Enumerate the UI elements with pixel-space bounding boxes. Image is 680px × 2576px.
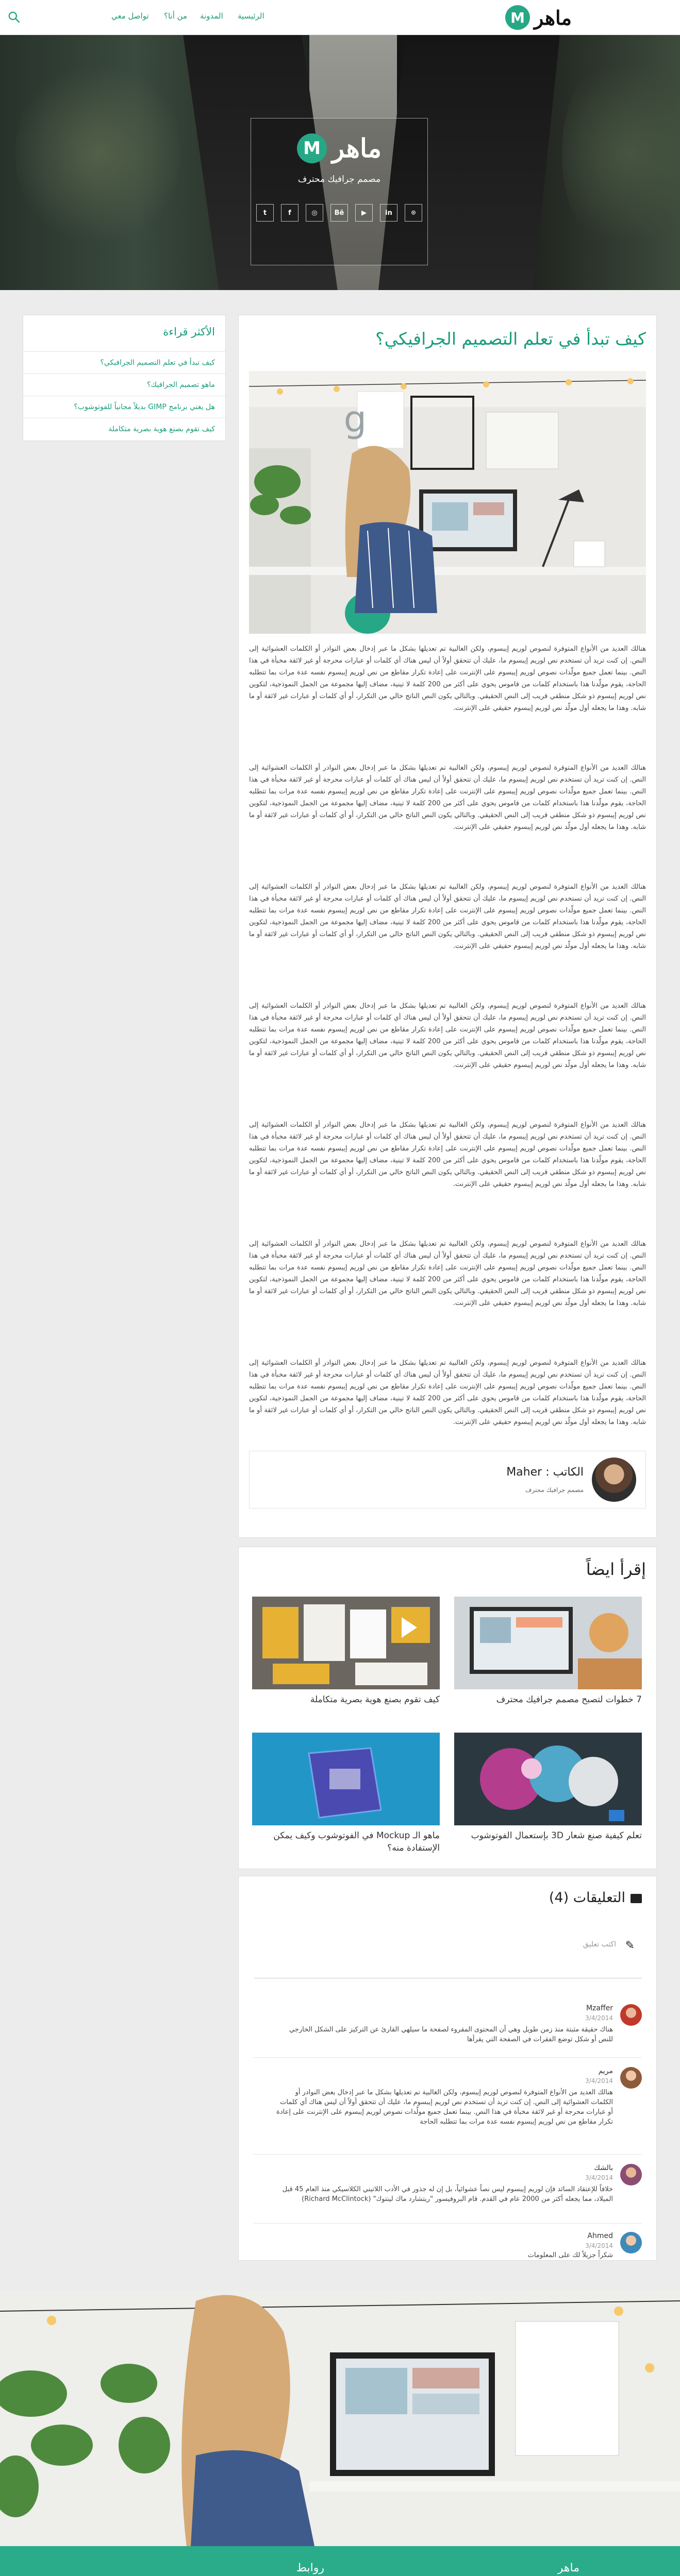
comment-date: 3/4/2014 bbox=[585, 2014, 613, 2022]
article-title: كيف تبدأ في تعلم التصميم الجرافيكي؟ bbox=[375, 329, 646, 349]
comment-item bbox=[253, 2164, 642, 2224]
related-card[interactable] bbox=[454, 1597, 642, 1706]
linkedin-icon[interactable]: in bbox=[380, 204, 397, 222]
footer-about-title: ماهر bbox=[557, 2562, 579, 2574]
related-thumbnail bbox=[454, 1733, 642, 1825]
footer-links-title: روابط bbox=[296, 2562, 324, 2574]
comment-placeholder: اكتب تعليق bbox=[583, 1940, 616, 1948]
comment-item bbox=[253, 2004, 642, 2058]
comment-avatar bbox=[620, 2164, 642, 2185]
hero-logo-text: ماهر bbox=[332, 133, 382, 163]
related-card[interactable] bbox=[454, 1733, 642, 1842]
article-paragraph: هنالك العديد من الأنواع المتوفرة لنصوص لوريم إيبسوم، ولكن الغالبية تم تعديلها بشكل ما عبر إدخال بعض النوادر أو الكلمات العشوائية إلى النص. إن كنت تريد أن تستخدم نص لوريم إيبسوم ما، عليك أن تتحقق أولاً أن ليس هناك أي كلمات أو عبارات محرجة أو غير لائقة مخبأة في هذا النص. بينما تعمل جميع مولّدات نصوص لوريم إيبسوم على الإنترنت على إعادة تكرار مقاطع من نص لوريم إيبسوم نفسه عدة مرات بما تتطلبه الحاجة، يقوم مولّدنا هذا باستخدام كلمات من قاموس يحوي على أكثر من 200 كلمة لا تينية، مضاف إليها مجموعة من الجمل النموذجية، لتكوين نص لوريم إيبسوم ذو شكل منطقي قريب إلى النص الحقيقي. وبالتالي يكون النص الناتج خالي من التكرار، أو أي كلمات أو عبارات غير لائقة أو ما شابه. وهذا ما يجعله أول مولّد نص لوريم إيبسوم حقيقي على الإنترنت. bbox=[249, 645, 646, 712]
comment-date: 3/4/2014 bbox=[585, 2174, 613, 2181]
hero-logo-mark: M bbox=[297, 133, 327, 163]
related-thumbnail bbox=[252, 1733, 440, 1825]
most-read-list bbox=[23, 351, 225, 440]
comment-item bbox=[253, 2067, 642, 2155]
article-body bbox=[249, 643, 646, 1476]
comment-avatar bbox=[620, 2232, 642, 2253]
hero-bg-bokeh bbox=[562, 45, 680, 262]
comments-section bbox=[238, 1876, 657, 2261]
comment-author[interactable]: مريم bbox=[598, 2067, 613, 2075]
related-card-title: تعلم كيفية صنع شعار 3D بإستعمال الفوتوشوب bbox=[471, 1831, 642, 1841]
article-paragraph: هنالك العديد من الأنواع المتوفرة لنصوص لوريم إيبسوم، ولكن الغالبية تم تعديلها بشكل ما عبر إدخال بعض النوادر أو الكلمات العشوائية إلى النص. إن كنت تريد أن تستخدم نص لوريم إيبسوم ما، عليك أن تتحقق أولاً أن ليس هناك أي كلمات أو عبارات محرجة أو غير لائقة مخبأة في هذا النص. بينما تعمل جميع مولّدات نصوص لوريم إيبسوم على الإنترنت على إعادة تكرار مقاطع من نص لوريم إيبسوم نفسه عدة مرات بما تتطلبه الحاجة، يقوم مولّدنا هذا باستخدام كلمات من قاموس يحوي على أكثر من 200 كلمة لا تينية، مضاف إليها مجموعة من الجمل النموذجية، لتكوين نص لوريم إيبسوم ذو شكل منطقي قريب إلى النص الحقيقي. وبالتالي يكون النص الناتج خالي من التكرار، أو أي كلمات أو عبارات غير لائقة أو ما شابه. وهذا ما يجعله أول مولّد نص لوريم إيبسوم حقيقي على الإنترنت. bbox=[249, 764, 646, 831]
comment-author[interactable]: بالشك bbox=[594, 2164, 613, 2172]
article-featured-image bbox=[249, 371, 646, 634]
related-thumbnail bbox=[252, 1597, 440, 1689]
most-read-widget bbox=[23, 315, 226, 441]
hero-card bbox=[251, 118, 428, 265]
comment-author[interactable]: Ahmed bbox=[587, 2232, 613, 2240]
youtube-icon[interactable]: ▶ bbox=[355, 204, 373, 222]
designer-at-desk-illustration bbox=[249, 371, 646, 634]
facebook-icon[interactable]: f bbox=[281, 204, 298, 222]
instagram-icon[interactable]: ◎ bbox=[306, 204, 323, 222]
social-links bbox=[251, 204, 427, 222]
search-icon[interactable] bbox=[7, 10, 21, 24]
logo-mark: M bbox=[505, 5, 530, 30]
nav-item-home[interactable]: الرئيسية bbox=[238, 11, 264, 21]
related-card[interactable] bbox=[252, 1733, 440, 1854]
comment-date: 3/4/2014 bbox=[585, 2077, 613, 2084]
related-card-title: كيف تقوم بصنع هوية بصرية متكاملة bbox=[310, 1694, 440, 1705]
related-card[interactable] bbox=[252, 1597, 440, 1706]
most-read-item[interactable]: كيف تقوم بصنع هوية بصرية متكاملة bbox=[23, 418, 225, 440]
comment-author[interactable]: Mzaffer bbox=[586, 2004, 613, 2012]
article-paragraph: هنالك العديد من الأنواع المتوفرة لنصوص لوريم إيبسوم، ولكن الغالبية تم تعديلها بشكل ما عبر إدخال بعض النوادر أو الكلمات العشوائية إلى النص. إن كنت تريد أن تستخدم نص لوريم إيبسوم ما، عليك أن تتحقق أولاً أن ليس هناك أي كلمات أو عبارات محرجة أو غير لائقة مخبأة في هذا النص. بينما تعمل جميع مولّدات نصوص لوريم إيبسوم على الإنترنت على إعادة تكرار مقاطع من نص لوريم إيبسوم نفسه عدة مرات بما تتطلبه الحاجة، يقوم مولّدنا هذا باستخدام كلمات من قاموس يحوي على أكثر من 200 كلمة لا تينية، مضاف إليها مجموعة من الجمل النموذجية، لتكوين نص لوريم إيبسوم ذو شكل منطقي قريب إلى النص الحقيقي. وبالتالي يكون النص الناتج خالي من التكرار، أو أي كلمات أو عبارات غير لائقة أو ما شابه. وهذا ما يجعله أول مولّد نص لوريم إيبسوم حقيقي على الإنترنت. bbox=[249, 1359, 646, 1426]
behance-icon[interactable]: Bē bbox=[330, 204, 348, 222]
author-box bbox=[249, 1451, 646, 1509]
related-card-title: 7 خطوات لتصبح مصمم جرافيك محترف bbox=[496, 1694, 642, 1705]
pencil-icon: ✎ bbox=[625, 1939, 635, 1952]
comment-date: 3/4/2014 bbox=[585, 2242, 613, 2249]
article-paragraph: هنالك العديد من الأنواع المتوفرة لنصوص لوريم إيبسوم، ولكن الغالبية تم تعديلها بشكل ما عبر إدخال بعض النوادر أو الكلمات العشوائية إلى النص. إن كنت تريد أن تستخدم نص لوريم إيبسوم ما، عليك أن تتحقق أولاً أن ليس هناك أي كلمات أو عبارات محرجة أو غير لائقة مخبأة في هذا النص. بينما تعمل جميع مولّدات نصوص لوريم إيبسوم على الإنترنت على إعادة تكرار مقاطع من نص لوريم إيبسوم نفسه عدة مرات بما تتطلبه الحاجة، يقوم مولّدنا هذا باستخدام كلمات من قاموس يحوي على أكثر من 200 كلمة لا تينية، مضاف إليها مجموعة من الجمل النموذجية، لتكوين نص لوريم إيبسوم ذو شكل منطقي قريب إلى النص الحقيقي. وبالتالي يكون النص الناتج خالي من التكرار، أو أي كلمات أو عبارات غير لائقة أو ما شابه. وهذا ما يجعله أول مولّد نص لوريم إيبسوم حقيقي على الإنترنت. bbox=[249, 1240, 646, 1307]
workspace-photo bbox=[0, 2291, 680, 2546]
most-read-item[interactable]: ماهو تصميم الجرافيك؟ bbox=[23, 374, 225, 396]
twitter-icon[interactable]: t bbox=[256, 204, 274, 222]
author-name[interactable]: الكاتب : Maher bbox=[506, 1466, 584, 1479]
related-thumbnail bbox=[454, 1597, 642, 1689]
hero-subtitle: مصمم جرافيك محترف bbox=[297, 174, 381, 184]
most-read-item[interactable]: هل يغني برنامج GIMP بديلاً مجانياً للفوتوشوب؟ bbox=[23, 396, 225, 418]
article-paragraph: هنالك العديد من الأنواع المتوفرة لنصوص لوريم إيبسوم، ولكن الغالبية تم تعديلها بشكل ما عبر إدخال بعض النوادر أو الكلمات العشوائية إلى النص. إن كنت تريد أن تستخدم نص لوريم إيبسوم ما، عليك أن تتحقق أولاً أن ليس هناك أي كلمات أو عبارات محرجة أو غير لائقة مخبأة في هذا النص. بينما تعمل جميع مولّدات نصوص لوريم إيبسوم على الإنترنت على إعادة تكرار مقاطع من نص لوريم إيبسوم نفسه عدة مرات بما تتطلبه الحاجة، يقوم مولّدنا هذا باستخدام كلمات من قاموس يحوي على أكثر من 200 كلمة لا تينية، مضاف إليها مجموعة من الجمل النموذجية، لتكوين نص لوريم إيبسوم ذو شكل منطقي قريب إلى النص الحقيقي. وبالتالي يكون النص الناتج خالي من التكرار، أو أي كلمات أو عبارات غير لائقة أو ما شابه. وهذا ما يجعله أول مولّد نص لوريم إيبسوم حقيقي على الإنترنت. bbox=[249, 1002, 646, 1069]
author-role: مصمم جرافيك محترف bbox=[525, 1486, 584, 1494]
most-read-title: الأكثر قراءة bbox=[163, 326, 215, 338]
article-card bbox=[238, 315, 657, 1538]
comment-input[interactable] bbox=[254, 1922, 642, 1978]
related-title: إقرأ ايضاً bbox=[586, 1560, 646, 1579]
hero-banner bbox=[0, 35, 680, 290]
comment-text: خلافاً للإعتقاد السائد فإن لوريم إيبسوم ليس نصاً عشوائياً، بل إن له جذور في الأدب اللاتيني الكلاسيكي منذ العام 45 قبل الميلاد، مما يجعله أكثر من 2000 عام في القدم. قام البروفيسور "ريتشارد ماك لينتوك" (Richard McClintock) bbox=[282, 2185, 613, 2203]
nav-item-contact[interactable]: تواصل معي bbox=[111, 11, 149, 21]
comment-text: هناك حقيقة مثبتة منذ زمن طويل وهي أن المحتوى المقروء لصفحة ما سيلهي القارئ عن التركيز على الشكل الخارجي للنص أو شكل توضع الفقرات في الصفحة التي يقرأها bbox=[289, 2026, 613, 2043]
hero-logo bbox=[251, 133, 427, 163]
nav-item-blog[interactable]: المدونة bbox=[200, 11, 223, 21]
related-posts bbox=[238, 1547, 657, 1869]
top-navbar bbox=[0, 0, 680, 35]
related-card-title: ماهو الـ Mockup في الفوتوشوب وكيف يمكن الإستفادة منه؟ bbox=[273, 1831, 440, 1853]
hero-bg-bokeh bbox=[15, 56, 180, 251]
svg-text:g: g bbox=[343, 398, 367, 440]
comment-avatar bbox=[620, 2004, 642, 2026]
comments-title: التعليقات (4) bbox=[549, 1890, 625, 1906]
site-footer bbox=[0, 2546, 680, 2576]
most-read-item[interactable]: كيف تبدأ في تعلم التصميم الجرافيكي؟ bbox=[23, 351, 225, 374]
comment-avatar bbox=[620, 2067, 642, 2089]
article-paragraph: هنالك العديد من الأنواع المتوفرة لنصوص لوريم إيبسوم، ولكن الغالبية تم تعديلها بشكل ما عبر إدخال بعض النوادر أو الكلمات العشوائية إلى النص. إن كنت تريد أن تستخدم نص لوريم إيبسوم ما، عليك أن تتحقق أولاً أن ليس هناك أي كلمات أو عبارات محرجة أو غير لائقة مخبأة في هذا النص. بينما تعمل جميع مولّدات نصوص لوريم إيبسوم على الإنترنت على إعادة تكرار مقاطع من نص لوريم إيبسوم نفسه عدة مرات بما تتطلبه الحاجة، يقوم مولّدنا هذا باستخدام كلمات من قاموس يحوي على أكثر من 200 كلمة لا تينية، مضاف إليها مجموعة من الجمل النموذجية، لتكوين نص لوريم إيبسوم ذو شكل منطقي قريب إلى النص الحقيقي. وبالتالي يكون النص الناتج خالي من التكرار، أو أي كلمات أو عبارات غير لائقة أو ما شابه. وهذا ما يجعله أول مولّد نص لوريم إيبسوم حقيقي على الإنترنت. bbox=[249, 883, 646, 950]
github-icon[interactable]: ⌾ bbox=[405, 204, 422, 222]
comment-text: هنالك العديد من الأنواع المتوفرة لنصوص لوريم إيبسوم، ولكن الغالبية تم تعديلها بشكل ما عبر إدخال بعض النوادر أو الكلمات العشوائية إلى النص. إن كنت تريد أن تستخدم نص لوريم إيبسوم ما، عليك أن تتحقق أولاً أن ليس هناك أي كلمات أو عبارات محرجة أو غير لائقة مخبأة في هذا النص. بينما تعمل جميع مولّدات نصوص لوريم إيبسوم على الإنترنت على إعادة تكرار مقاطع من نص لوريم إيبسوم نفسه عدة مرات بما تتطلبه الحاجة bbox=[276, 2089, 613, 2126]
author-avatar[interactable] bbox=[592, 1458, 636, 1502]
comment-text: شكراً جزيلاً لك على المعلومات bbox=[527, 2251, 613, 2259]
logo-text: ماهر bbox=[534, 6, 572, 29]
article-paragraph: هنالك العديد من الأنواع المتوفرة لنصوص لوريم إيبسوم، ولكن الغالبية تم تعديلها بشكل ما عبر إدخال بعض النوادر أو الكلمات العشوائية إلى النص. إن كنت تريد أن تستخدم نص لوريم إيبسوم ما، عليك أن تتحقق أولاً أن ليس هناك أي كلمات أو عبارات محرجة أو غير لائقة مخبأة في هذا النص. بينما تعمل جميع مولّدات نصوص لوريم إيبسوم على الإنترنت على إعادة تكرار مقاطع من نص لوريم إيبسوم نفسه عدة مرات بما تتطلبه الحاجة، يقوم مولّدنا هذا باستخدام كلمات من قاموس يحوي على أكثر من 200 كلمة لا تينية، مضاف إليها مجموعة من الجمل النموذجية، لتكوين نص لوريم إيبسوم ذو شكل منطقي قريب إلى النص الحقيقي. وبالتالي يكون النص الناتج خالي من التكرار، أو أي كلمات أو عبارات غير لائقة أو ما شابه. وهذا ما يجعله أول مولّد نص لوريم إيبسوم حقيقي على الإنترنت. bbox=[249, 1121, 646, 1188]
comment-item bbox=[253, 2232, 642, 2258]
comments-icon bbox=[631, 1894, 642, 1903]
workspace-illustration bbox=[0, 2291, 680, 2546]
main-nav bbox=[0, 11, 680, 25]
nav-item-about[interactable]: من أنا؟ bbox=[164, 11, 188, 21]
